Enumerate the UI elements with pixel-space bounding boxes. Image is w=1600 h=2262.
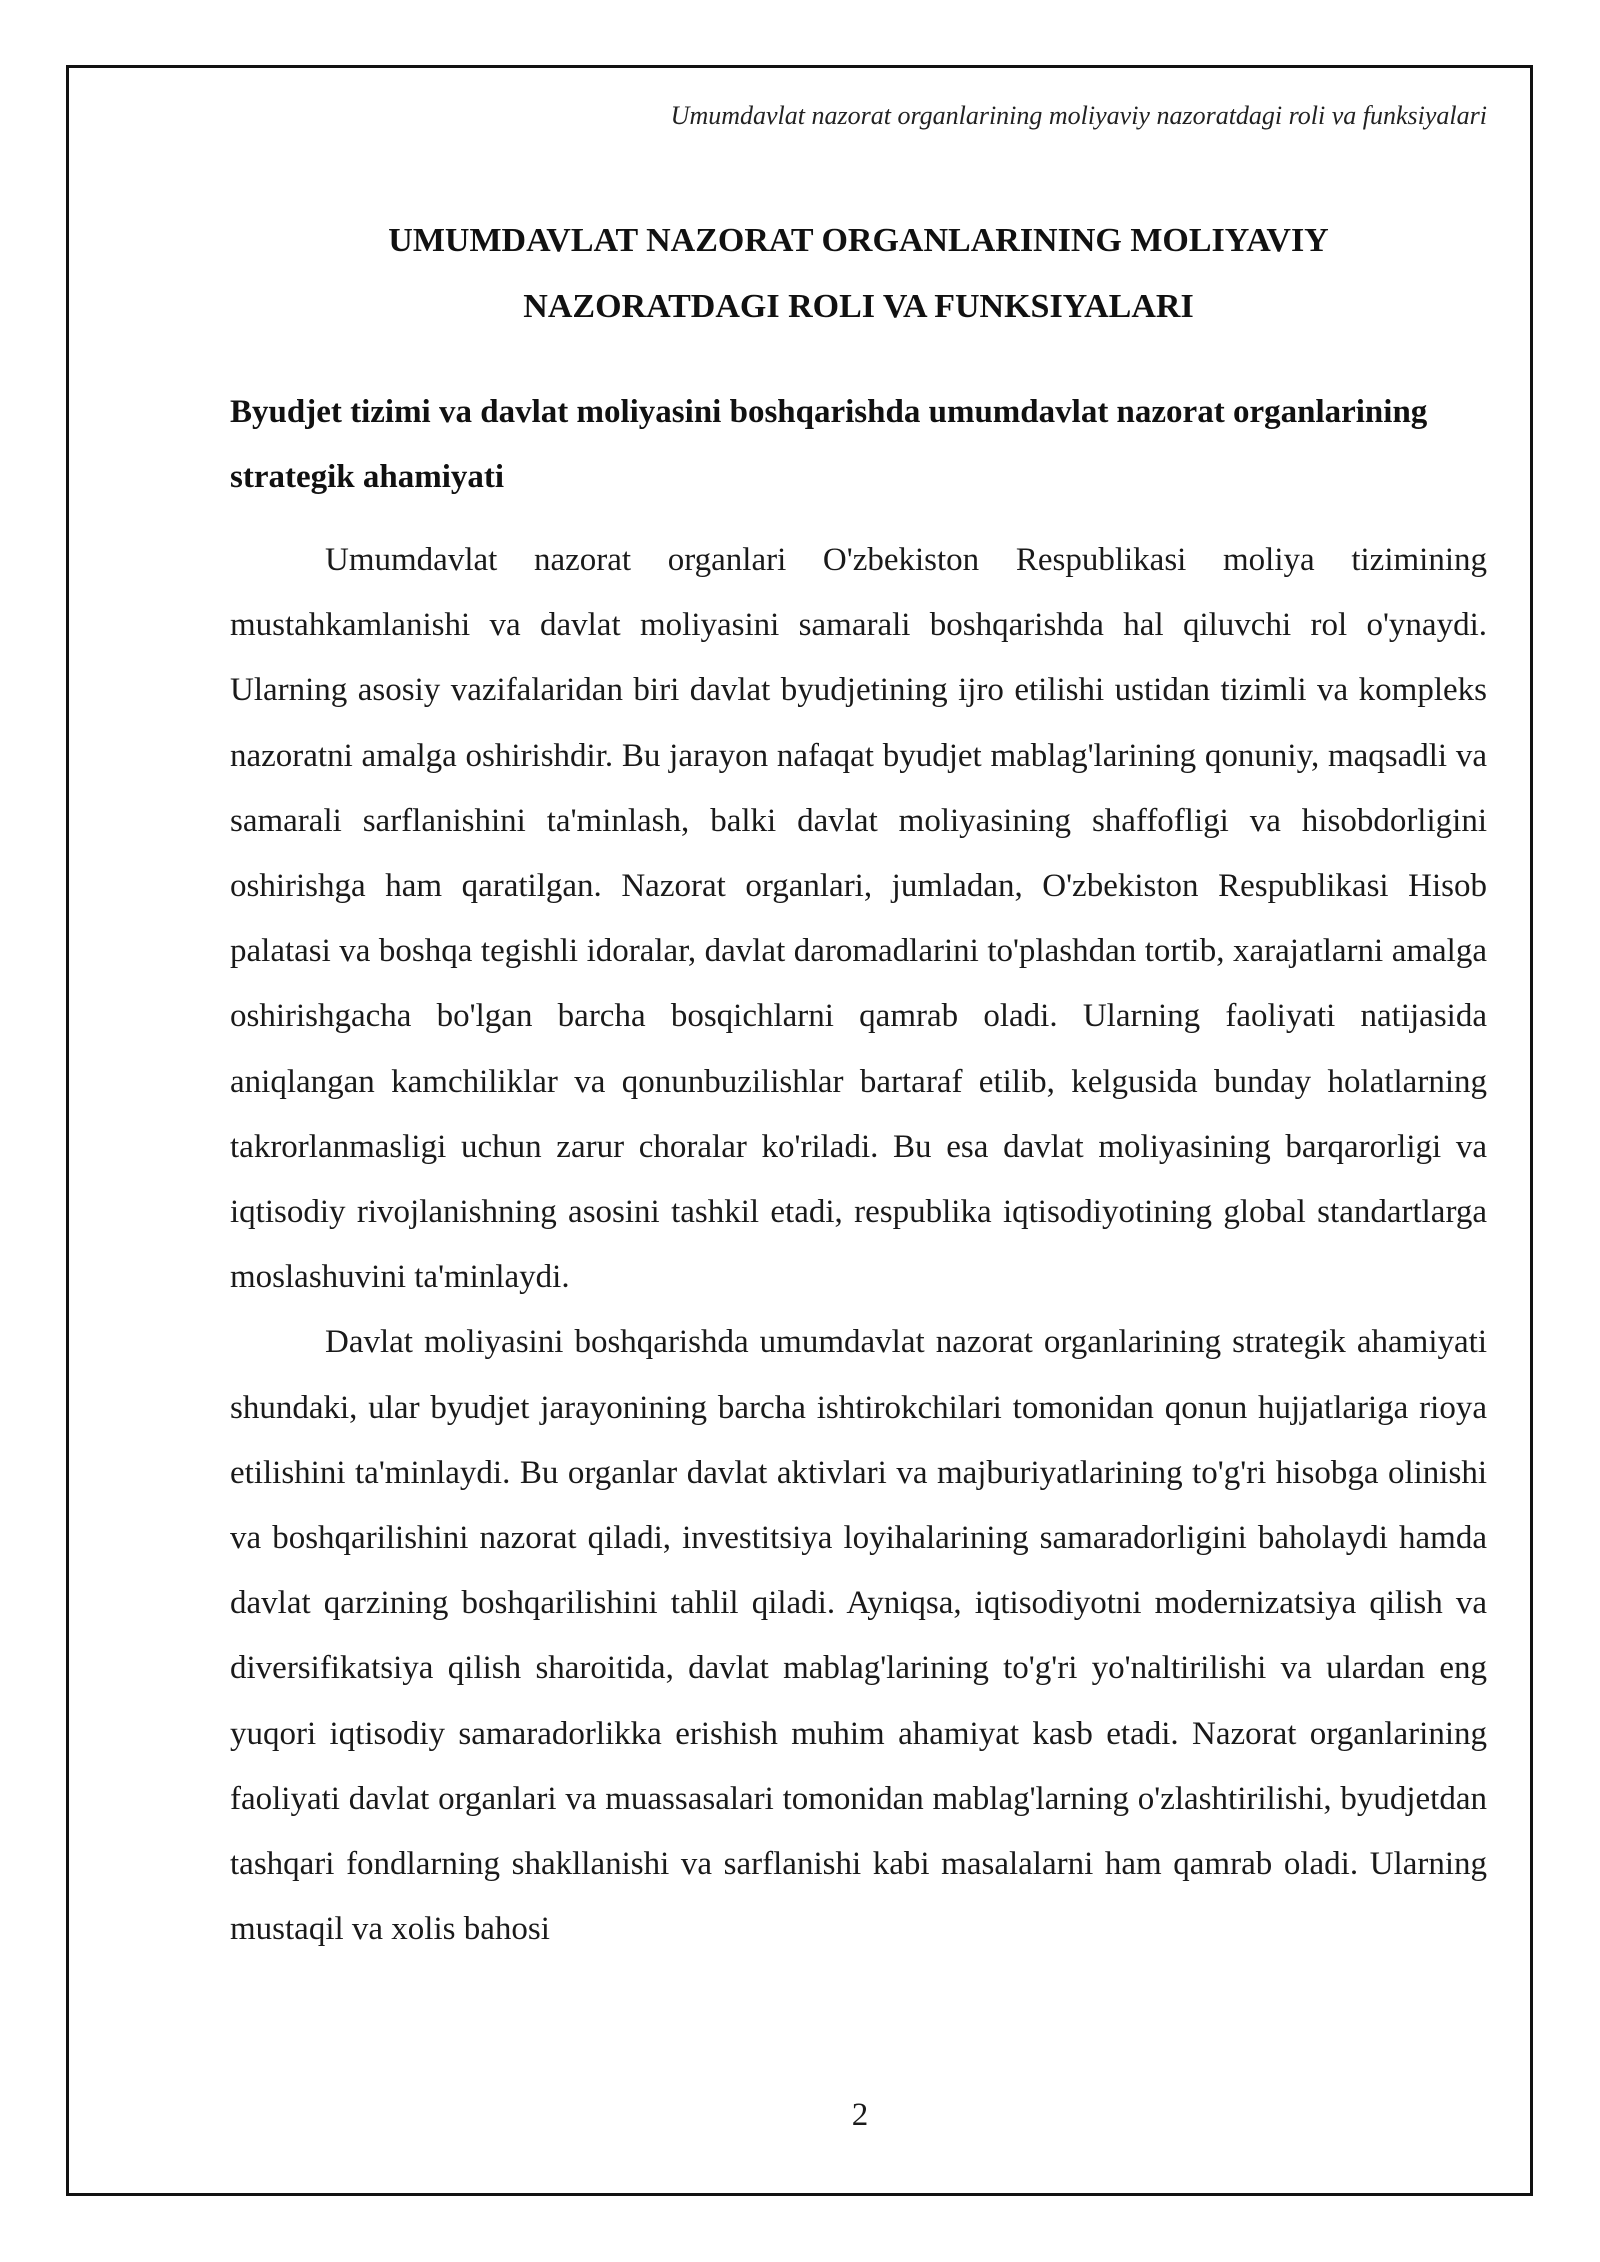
paragraph-1: Umumdavlat nazorat organlari O'zbekiston Respublikasi moliya tizimining mustahkamlanishi va davlat moliyasini samarali boshqarishda hal qiluvchi rol o'ynaydi. Ularning asosiy vazifalaridan biri davlat byudjetining ijro etilishi ustidan tizimli va kompleks nazoratni amalga oshirishdir. Bu jarayon nafaqat byudjet mablag'larining qonuniy, maqsadli va samarali sarflanishini ta'minlash, balki davlat moliyasining shaffofligi va hisobdorligini oshirishga ham qaratilgan. Nazorat organlari, jumladan, O'zbekiston Respublikasi Hisob palatasi va boshqa tegishli idoralar, davlat daromadlarini to'plashdan tortib, xarajatlarni amalga oshirishgacha bo'lgan barcha bosqichlarni qamrab oladi. Ularning faoliyati natijasida aniqlangan kamchiliklar va qonunbuzilishlar bartaraf etilib, kelgusida bunday holatlarning takrorlanmasligi uchun zarur choralar ko'riladi. Bu esa davlat moliyasining barqarorligi va iqtisodiy rivojlanishning asosini tashkil etadi, respublika iqtisodiyotining global standartlarga moslashuvini ta'minlaydi. [230, 542, 1487, 1296]
document-title [230, 208, 1487, 340]
section-heading: Byudjet tizimi va davlat moliyasini boshqarishda umumdavlat nazorat organlarining strategik ahamiyati [230, 394, 1428, 495]
running-header: Umumdavlat nazorat organlarining moliyaviy nazoratdagi roli va funksiyalari [670, 101, 1487, 130]
body-text [230, 528, 1487, 1962]
document-title-line-2: NAZORATDAGI ROLI VA FUNKSIYALARI [523, 288, 1194, 325]
document-title-line-1: UMUMDAVLAT NAZORAT ORGANLARINING MOLIYAVIY [388, 222, 1329, 259]
page-number: 2 [851, 2097, 869, 2133]
paragraph-2: Davlat moliyasini boshqarishda umumdavlat nazorat organlarining strategik ahamiyati shundaki, ular byudjet jarayonining barcha ishtirokchilari tomonidan qonun hujjatlariga rioya etilishini ta'minlaydi. Bu organlar davlat aktivlari va majburiyatlarining to'g'ri hisobga olinishi va boshqarilishini nazorat qiladi, investitsiya loyihalarining samaradorligini baholaydi hamda davlat qarzining boshqarilishini tahlil qiladi. Ayniqsa, iqtisodiyotni modernizatsiya qilish va diversifikatsiya qilish sharoitida, davlat mablag'larining to'g'ri yo'naltirilishi va ulardan eng yuqori iqtisodiy samaradorlikka erishish muhim ahamiyat kasb etadi. Nazorat organlarining faoliyati davlat organlari va muassasalari tomonidan mablag'larning o'zlashtirilishi, byudjetdan tashqari fondlarning shakllanishi va sarflanishi kabi masalalarni ham qamrab oladi. Ularning mustaqil va xolis bahosi [230, 1324, 1487, 1948]
